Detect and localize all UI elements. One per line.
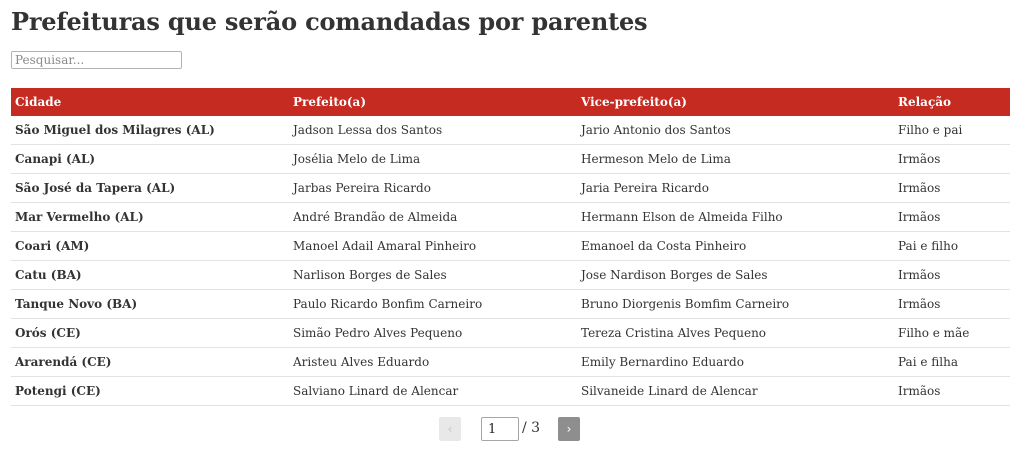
- cell-relacao: Irmãos: [894, 261, 1010, 290]
- search-input[interactable]: [11, 51, 182, 69]
- cell-vice-prefeito: Silvaneide Linard de Alencar: [577, 377, 894, 406]
- cell-relacao: Filho e pai: [894, 116, 1010, 145]
- table-row: [11, 290, 1010, 319]
- cell-cidade: Potengi (CE): [11, 377, 289, 406]
- table-body: [11, 116, 1010, 406]
- table-row: [11, 319, 1010, 348]
- cell-prefeito: Paulo Ricardo Bonfim Carneiro: [289, 290, 577, 319]
- cell-prefeito: André Brandão de Almeida: [289, 203, 577, 232]
- table-header-row: [11, 88, 1010, 116]
- table-row: [11, 377, 1010, 406]
- table-row: [11, 261, 1010, 290]
- cell-relacao: Irmãos: [894, 145, 1010, 174]
- table-row: [11, 232, 1010, 261]
- cell-relacao: Pai e filho: [894, 232, 1010, 261]
- cell-cidade: Ararendá (CE): [11, 348, 289, 377]
- page-title: Prefeituras que serão comandadas por parentes: [11, 7, 648, 36]
- page-number-input[interactable]: [481, 417, 519, 441]
- cell-cidade: São José da Tapera (AL): [11, 174, 289, 203]
- cell-cidade: Coari (AM): [11, 232, 289, 261]
- cell-cidade: São Miguel dos Milagres (AL): [11, 116, 289, 145]
- cell-relacao: Irmãos: [894, 377, 1010, 406]
- column-header-relacao[interactable]: Relação: [894, 88, 1010, 116]
- cell-vice-prefeito: Bruno Diorgenis Bomfim Carneiro: [577, 290, 894, 319]
- page-total-label: / 3: [522, 420, 541, 436]
- cell-prefeito: Simão Pedro Alves Pequeno: [289, 319, 577, 348]
- cell-cidade: Tanque Novo (BA): [11, 290, 289, 319]
- cell-prefeito: Jarbas Pereira Ricardo: [289, 174, 577, 203]
- pagination: [0, 416, 1020, 442]
- cell-cidade: Mar Vermelho (AL): [11, 203, 289, 232]
- table-row: [11, 145, 1010, 174]
- table-row: [11, 348, 1010, 377]
- cell-cidade: Canapi (AL): [11, 145, 289, 174]
- column-header-vice-prefeito[interactable]: Vice-prefeito(a): [577, 88, 894, 116]
- cell-relacao: Filho e mãe: [894, 319, 1010, 348]
- table-header: [11, 88, 1010, 116]
- cell-prefeito: Manoel Adail Amaral Pinheiro: [289, 232, 577, 261]
- cell-relacao: Irmãos: [894, 203, 1010, 232]
- cell-prefeito: Josélia Melo de Lima: [289, 145, 577, 174]
- cell-vice-prefeito: Jaria Pereira Ricardo: [577, 174, 894, 203]
- cell-relacao: Irmãos: [894, 174, 1010, 203]
- cell-vice-prefeito: Emily Bernardino Eduardo: [577, 348, 894, 377]
- table-row: [11, 174, 1010, 203]
- next-page-button[interactable]: ›: [558, 417, 580, 441]
- cell-relacao: Pai e filha: [894, 348, 1010, 377]
- column-header-cidade[interactable]: Cidade: [11, 88, 289, 116]
- cell-vice-prefeito: Emanoel da Costa Pinheiro: [577, 232, 894, 261]
- previous-page-button[interactable]: ‹: [439, 417, 461, 441]
- cell-vice-prefeito: Jose Nardison Borges de Sales: [577, 261, 894, 290]
- column-header-prefeito[interactable]: Prefeito(a): [289, 88, 577, 116]
- cell-vice-prefeito: Hermeson Melo de Lima: [577, 145, 894, 174]
- cell-relacao: Irmãos: [894, 290, 1010, 319]
- cell-vice-prefeito: Hermann Elson de Almeida Filho: [577, 203, 894, 232]
- table-row: [11, 116, 1010, 145]
- table-row: [11, 203, 1010, 232]
- cell-cidade: Orós (CE): [11, 319, 289, 348]
- data-table: [11, 88, 1010, 406]
- cell-vice-prefeito: Jario Antonio dos Santos: [577, 116, 894, 145]
- cell-cidade: Catu (BA): [11, 261, 289, 290]
- cell-prefeito: Jadson Lessa dos Santos: [289, 116, 577, 145]
- cell-prefeito: Salviano Linard de Alencar: [289, 377, 577, 406]
- cell-prefeito: Aristeu Alves Eduardo: [289, 348, 577, 377]
- cell-vice-prefeito: Tereza Cristina Alves Pequeno: [577, 319, 894, 348]
- cell-prefeito: Narlison Borges de Sales: [289, 261, 577, 290]
